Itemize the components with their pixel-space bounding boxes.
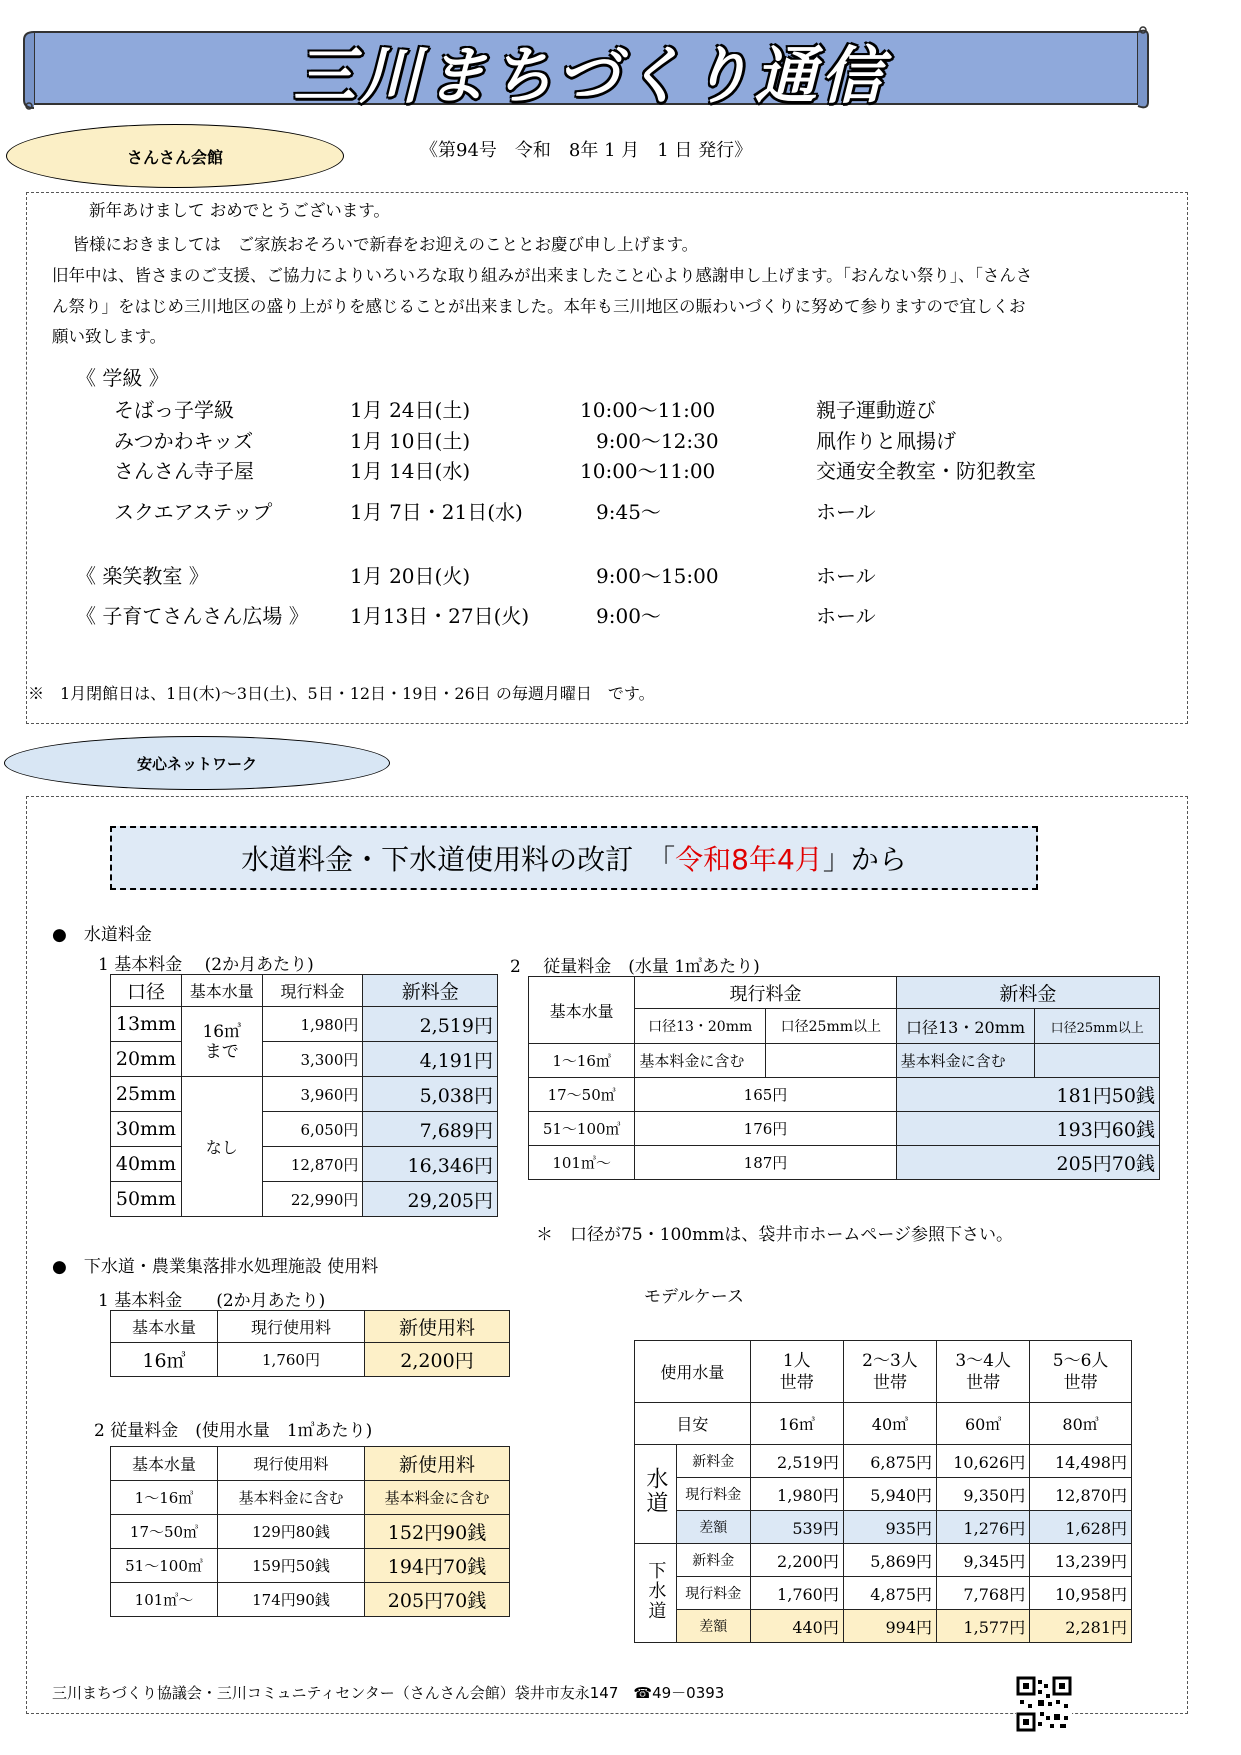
current-fee-cell: 12,870円 — [262, 1147, 363, 1182]
schedule-date: 1月 7日・21日(水) — [350, 500, 523, 524]
current-fee-cell: 174円90銭 — [218, 1583, 365, 1617]
schedule-date: 1月 10日(土) — [350, 429, 471, 453]
new-fee-cell: 29,205円 — [363, 1182, 498, 1217]
row-header: 現行料金 — [676, 1478, 750, 1511]
value-cell: 9,350円 — [937, 1478, 1030, 1511]
new-fee-cell: 181円50銭 — [896, 1078, 1159, 1112]
schedule-date: 1月 14日(水) — [350, 459, 471, 483]
volume-cell: 16㎥ — [111, 1343, 218, 1377]
water-basic-table — [110, 974, 498, 1217]
new-fee-cell: 5,038円 — [363, 1077, 498, 1112]
schedule-date: 1月13日・27日(火) — [350, 604, 530, 628]
household-header: 3～4人 世帯 — [937, 1341, 1030, 1403]
guide-cell: 40㎥ — [843, 1403, 936, 1445]
sewer-meter-table — [110, 1446, 510, 1617]
schedule-note: ホール — [816, 500, 876, 524]
diff-cell: 2,281円 — [1030, 1610, 1132, 1643]
diff-cell: 935円 — [843, 1511, 936, 1544]
empty-cell — [766, 1044, 897, 1078]
new-fee-cell: 205円70銭 — [896, 1146, 1159, 1180]
row-header: 新料金 — [676, 1544, 750, 1577]
diff-cell: 994円 — [843, 1610, 936, 1643]
diff-cell: 1,276円 — [937, 1511, 1030, 1544]
notice-title-post: 」から — [822, 843, 907, 876]
issue-number: 《第94号 令和 8年 1 月 1 日 発行》 — [420, 140, 753, 161]
value-cell: 12,870円 — [1030, 1478, 1132, 1511]
new-fee-cell: 194円70銭 — [365, 1549, 510, 1583]
col-header: 基本水量 — [111, 1447, 218, 1481]
size-cell: 40mm — [111, 1147, 182, 1182]
col-header: 現行使用料 — [218, 1447, 365, 1481]
water-note: ＊ 口径が75・100mmは、袋井市ホームページ参照下さい。 — [536, 1225, 1013, 1245]
empty-cell — [1035, 1044, 1160, 1078]
size-cell: 25mm — [111, 1077, 182, 1112]
value-cell: 6,875円 — [843, 1445, 936, 1478]
schedule-time: 9:00～12:30 — [596, 429, 719, 453]
schedule-time: 9:45～ — [596, 500, 661, 524]
value-cell: 1,760円 — [750, 1577, 843, 1610]
current-fee-cell: 3,960円 — [262, 1077, 363, 1112]
volume-cell: 101㎥～ — [111, 1583, 218, 1617]
model-case-title: モデルケース — [644, 1287, 744, 1307]
current-fee-cell: 1,980円 — [262, 1007, 363, 1042]
size-cell: 13mm — [111, 1007, 182, 1042]
new-fee-cell: 205円70銭 — [365, 1583, 510, 1617]
current-fee-cell: 129円80銭 — [218, 1515, 365, 1549]
col-header: 基本水量 — [181, 975, 262, 1007]
water-basic-title: 1 基本料金 (2か月あたり) — [98, 955, 314, 975]
new-fee-cell: 2,519円 — [363, 1007, 498, 1042]
sub-header: 口径25mm以上 — [766, 1009, 897, 1044]
water-meter-title: 2 従量料金 (水量 1㎥あたり) — [510, 957, 760, 977]
row-header: 目安 — [635, 1403, 751, 1445]
schedule-name: みつかわキッズ — [114, 429, 254, 453]
schedule-time: 10:00～11:00 — [580, 459, 716, 483]
section-label-sansan: さんさん会館 — [6, 124, 344, 188]
closed-days-note: ※ 1月閉館日は、1日(木)～3日(土)、5日・12日・19日・26日 の毎週月曜日 です。 — [28, 684, 655, 703]
col-header: 口径 — [111, 975, 182, 1007]
new-fee-cell: 基本料金に含む — [365, 1481, 510, 1515]
col-header: 新料金 — [363, 975, 498, 1007]
col-header: 基本水量 — [529, 977, 635, 1044]
volume-cell: 1～16㎥ — [111, 1481, 218, 1515]
col-header: 新使用料 — [365, 1311, 510, 1343]
schedule-date: 1月 20日(火) — [350, 564, 471, 588]
schedule-name: そばっ子学級 — [114, 398, 234, 422]
volume-cell: 101㎥～ — [529, 1146, 635, 1180]
schedule-note: 凧作りと凧揚げ — [816, 429, 956, 453]
col-header: 新使用料 — [365, 1447, 510, 1481]
current-fee-cell: 基本料金に含む — [218, 1481, 365, 1515]
schedule-time: 9:00～15:00 — [596, 564, 719, 588]
greeting-line-1: 新年あけまして おめでとうございます。 — [56, 201, 390, 220]
new-fee-cell: 16,346円 — [363, 1147, 498, 1182]
col-header: 現行料金 — [262, 975, 363, 1007]
greeting-line-4: ん祭り」をはじめ三川地区の盛り上がりを感じることが出来ました。本年も三川地区の賑わいづくりに努めて参りますので宜しくお — [52, 297, 1026, 316]
current-fee-cell: 22,990円 — [262, 1182, 363, 1217]
value-cell: 7,768円 — [937, 1577, 1030, 1610]
size-cell: 20mm — [111, 1042, 182, 1077]
schedule-name: さんさん寺子屋 — [114, 459, 254, 483]
current-fee-cell: 1,760円 — [218, 1343, 365, 1377]
current-fee-cell: 165円 — [635, 1078, 896, 1112]
notice-title — [110, 826, 1038, 890]
value-cell: 10,626円 — [937, 1445, 1030, 1478]
sub-header: 口径13・20mm — [896, 1009, 1035, 1044]
notice-title-date: 令和8年4月 — [675, 843, 823, 876]
value-cell: 4,875円 — [843, 1577, 936, 1610]
current-fee-cell: 3,300円 — [262, 1042, 363, 1077]
diff-cell: 1,628円 — [1030, 1511, 1132, 1544]
sub-header: 口径25mm以上 — [1035, 1009, 1160, 1044]
schedule-name: 《 楽笑教室 》 — [76, 564, 209, 588]
gakkyu-heading: 《 学級 》 — [76, 366, 169, 390]
new-fee-cell: 4,191円 — [363, 1042, 498, 1077]
schedule-name: スクエアステップ — [114, 500, 273, 524]
value-cell: 9,345円 — [937, 1544, 1030, 1577]
guide-cell: 16㎥ — [750, 1403, 843, 1445]
value-cell: 1,980円 — [750, 1478, 843, 1511]
water-group-label: 水道 — [642, 1467, 668, 1515]
guide-cell: 60㎥ — [937, 1403, 1030, 1445]
diff-cell: 440円 — [750, 1610, 843, 1643]
new-fee-cell: 7,689円 — [363, 1112, 498, 1147]
row-header: 差額 — [676, 1610, 750, 1643]
basic-volume-cell: なし — [181, 1077, 262, 1217]
volume-cell: 51～100㎥ — [529, 1112, 635, 1146]
col-header: 現行料金 — [635, 977, 896, 1009]
greeting-line-2: 皆様におきましては ご家族おそろいで新春をお迎えのこととお慶び申し上げます。 — [56, 235, 699, 254]
footer-contact: 三川まちづくり協議会・三川コミュニティセンター（さんさん会館）袋井市友永147 ☎49－0393 — [52, 1684, 725, 1702]
sewer-heading: ● 下水道・農業集落排水処理施設 使用料 — [52, 1257, 379, 1277]
value-cell: 5,869円 — [843, 1544, 936, 1577]
volume-cell: 17～50㎥ — [529, 1078, 635, 1112]
schedule-name: 《 子育てさんさん広場 》 — [76, 604, 309, 628]
guide-cell: 80㎥ — [1030, 1403, 1132, 1445]
col-header: 現行使用料 — [218, 1311, 365, 1343]
value-cell: 2,519円 — [750, 1445, 843, 1478]
value-cell: 5,940円 — [843, 1478, 936, 1511]
notice-title-pre: 水道料金・下水道使用料の改訂 「 — [241, 843, 676, 876]
schedule-note: ホール — [816, 564, 876, 588]
row-header: 新料金 — [676, 1445, 750, 1478]
section-label-anshin: 安心ネットワーク — [4, 736, 390, 790]
value-cell: 13,239円 — [1030, 1544, 1132, 1577]
schedule-date: 1月 24日(土) — [350, 398, 471, 422]
sub-header: 口径13・20mm — [635, 1009, 766, 1044]
model-case-table — [634, 1340, 1132, 1643]
sewer-basic-title: 1 基本料金 (2か月あたり) — [98, 1291, 326, 1311]
household-header: 5～6人 世帯 — [1030, 1341, 1132, 1403]
household-header: 2～3人 世帯 — [843, 1341, 936, 1403]
schedule-note: 交通安全教室・防犯教室 — [816, 459, 1036, 483]
schedule-note: 親子運動遊び — [816, 398, 936, 422]
diff-cell: 1,577円 — [937, 1610, 1030, 1643]
value-cell: 10,958円 — [1030, 1577, 1132, 1610]
schedule-time: 9:00～ — [596, 604, 661, 628]
household-header: 1人 世帯 — [750, 1341, 843, 1403]
col-header: 新料金 — [896, 977, 1159, 1009]
new-fee-cell: 152円90銭 — [365, 1515, 510, 1549]
row-header: 現行料金 — [676, 1577, 750, 1610]
col-header: 基本水量 — [111, 1311, 218, 1343]
water-meter-table — [528, 976, 1160, 1180]
size-cell: 30mm — [111, 1112, 182, 1147]
sewer-meter-title: 2 従量料金 (使用水量 1㎥あたり) — [94, 1421, 373, 1441]
greeting-line-5: 願い致します。 — [52, 327, 167, 346]
basic-volume-cell: 16㎥ まで — [181, 1007, 262, 1077]
water-heading: ● 水道料金 — [52, 925, 152, 945]
col-header: 使用水量 — [635, 1341, 751, 1403]
new-fee-cell: 2,200円 — [365, 1343, 510, 1377]
greeting-line-3: 旧年中は、皆さまのご支援、ご協力によりいろいろな取り組みが出来ましたこと心より感謝申し上げます。「おんない祭り」、「さんさ — [52, 266, 1033, 285]
value-cell: 14,498円 — [1030, 1445, 1132, 1478]
row-header: 差額 — [676, 1511, 750, 1544]
newsletter-title: 三川まちづくり通信 — [293, 38, 887, 112]
current-fee-cell: 基本料金に含む — [635, 1044, 766, 1078]
qr-code-icon[interactable] — [1016, 1676, 1072, 1732]
volume-cell: 17～50㎥ — [111, 1515, 218, 1549]
sewer-basic-table — [110, 1310, 510, 1377]
current-fee-cell: 159円50銭 — [218, 1549, 365, 1583]
new-fee-cell: 193円60銭 — [896, 1112, 1159, 1146]
schedule-note: ホール — [816, 604, 876, 628]
current-fee-cell: 187円 — [635, 1146, 896, 1180]
size-cell: 50mm — [111, 1182, 182, 1217]
schedule-time: 10:00～11:00 — [580, 398, 716, 422]
volume-cell: 51～100㎥ — [111, 1549, 218, 1583]
new-fee-cell: 基本料金に含む — [896, 1044, 1035, 1078]
value-cell: 2,200円 — [750, 1544, 843, 1577]
diff-cell: 539円 — [750, 1511, 843, 1544]
current-fee-cell: 6,050円 — [262, 1112, 363, 1147]
volume-cell: 1～16㎥ — [529, 1044, 635, 1078]
sewer-group-label: 下水道 — [645, 1560, 667, 1621]
current-fee-cell: 176円 — [635, 1112, 896, 1146]
